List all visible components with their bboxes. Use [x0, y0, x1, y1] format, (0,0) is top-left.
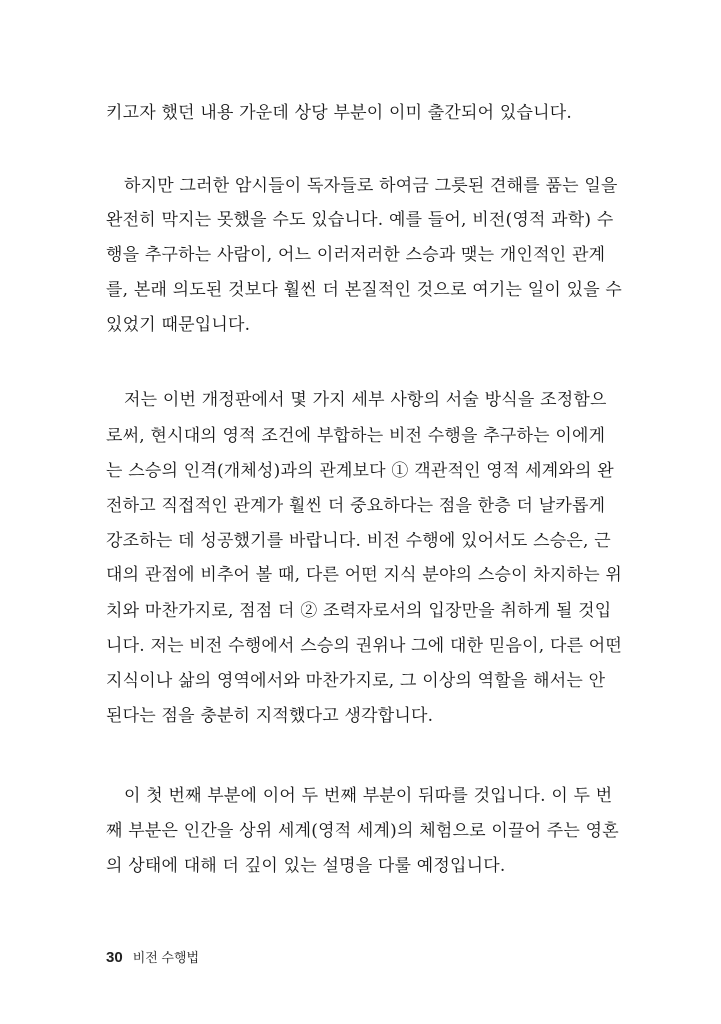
text-line: 저는 이번 개정판에서 몇 가지 세부 사항의 서술 방식을 조정함으	[124, 390, 607, 410]
text-line: 로써, 현시대의 영적 조건에 부합하는 비전 수행을 추구하는 이에게	[106, 426, 606, 446]
text-line: 전하고 직접적인 관계가 훨씬 더 중요하다는 점을 한층 더 날카롭게	[106, 496, 606, 516]
page-footer	[106, 947, 199, 966]
text-line: 는 스승의 인격(개체성)과의 관계보다 ① 객관적인 영적 세계와의 완	[106, 461, 614, 481]
text-line: 이 첫 번째 부분에 이어 두 번째 부분이 뒤따를 것입니다. 이 두 번	[124, 786, 613, 806]
text-line: 있었기 때문입니다.	[106, 315, 251, 335]
text-line: 니다. 저는 비전 수행에서 스승의 권위나 그에 대한 믿음이, 다른 어떤	[106, 636, 623, 656]
text-line: 하지만 그러한 암시들이 독자들로 하여금 그릇된 견해를 품는 일을	[124, 176, 618, 196]
text-line: 를, 본래 의도된 것보다 훨씬 더 본질적인 것으로 여기는 일이 있을 수	[106, 280, 623, 300]
book-title: 비전 수행법	[132, 950, 200, 965]
text-line: 강조하는 데 성공했기를 바랍니다. 비전 수행에 있어서도 스승은, 근	[106, 531, 611, 551]
text-line: 의 상태에 대해 더 깊이 있는 설명을 다룰 예정입니다.	[106, 856, 506, 876]
text-line: 된다는 점을 충분히 지적했다고 생각합니다.	[106, 706, 434, 726]
text-line: 키고자 했던 내용 가운데 상당 부분이 이미 출간되어 있습니다.	[106, 103, 572, 123]
text-line: 완전히 막지는 못했을 수도 있습니다. 예를 들어, 비전(영적 과학) 수	[106, 210, 614, 230]
text-line: 치와 마찬가지로, 점점 더 ② 조력자로서의 입장만을 취하게 될 것입	[106, 601, 612, 621]
text-line: 행을 추구하는 사람이, 어느 이러저러한 스승과 맺는 개인적인 관계	[106, 245, 606, 265]
text-line: 지식이나 삶의 영역에서와 마찬가지로, 그 이상의 역할을 해서는 안	[106, 671, 606, 691]
text-line: 대의 관점에 비추어 볼 때, 다른 어떤 지식 분야의 스승이 차지하는 위	[106, 565, 623, 585]
page-number: 30	[106, 949, 123, 966]
text-line: 째 부분은 인간을 상위 세계(영적 세계)의 체험으로 이끌어 주는 영혼	[106, 821, 619, 841]
